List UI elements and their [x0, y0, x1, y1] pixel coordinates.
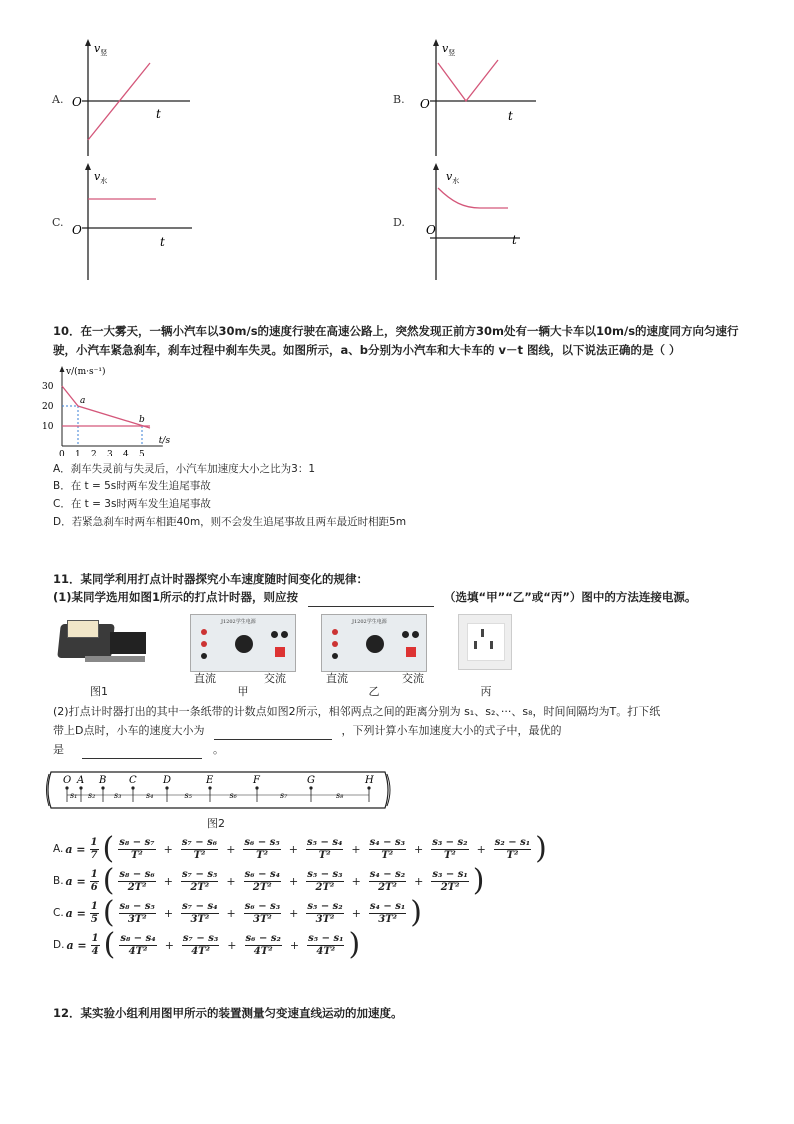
numerator: 1 [91, 932, 99, 944]
coefficient [91, 933, 100, 958]
y-axis-label: $v_水$ [446, 170, 460, 185]
plus-sign: + [351, 874, 361, 888]
denominator: 7 [90, 849, 98, 861]
option-a-label[interactable]: A. [52, 93, 64, 106]
numerator: s₅ − s₂ [307, 900, 343, 912]
x-tick-label: 0 [59, 450, 65, 456]
term-fraction [494, 837, 531, 862]
y-axis-arrow [85, 39, 91, 46]
numerator: s₅ − s₄ [307, 836, 343, 848]
formula-label: A. [53, 843, 64, 855]
left-paren: ( [102, 863, 115, 898]
denominator: 2T² [378, 881, 397, 893]
term-fraction [369, 901, 406, 926]
power-supply-yi [321, 614, 427, 672]
plus-sign: + [414, 874, 424, 888]
x-tick-label: 5 [139, 450, 145, 456]
term-fraction [182, 933, 219, 958]
device-title: J1202学生电源 [352, 619, 387, 625]
y-axis-label: $v_竖$ [442, 42, 456, 57]
power-supply-jia [190, 614, 296, 672]
x-axis-label: t [512, 233, 517, 247]
q10-option-a[interactable]: A．刹车失灵前与失灵后，小汽车加速度大小之比为3：1 [53, 463, 316, 475]
y-axis-arrow [60, 366, 65, 372]
term-fraction [118, 837, 155, 862]
tape-point-label: F [253, 775, 260, 786]
plus-sign: + [226, 842, 236, 856]
jia-caption: 甲 [237, 685, 249, 698]
plus-sign: + [226, 874, 236, 888]
q10-option-d[interactable]: D．若紧急刹车时两车相距40m，则不会发生追尾事故且两车最近时相距5m [53, 516, 407, 528]
option-c-label[interactable]: C. [52, 216, 64, 229]
q10-option-c[interactable]: C．在 t = 3s时两车发生追尾事故 [53, 498, 211, 510]
yi-caption: 乙 [368, 685, 380, 698]
x-axis-label: t/s [158, 436, 171, 446]
numerator: s₄ − s₁ [369, 900, 406, 912]
denominator: 3T² [127, 913, 147, 925]
numerator: s₂ − s₁ [494, 836, 531, 848]
segment-label: s₆ [229, 791, 237, 800]
term-fraction [118, 869, 155, 894]
plus-sign: + [413, 842, 424, 856]
denominator: T² [130, 849, 143, 861]
coefficient [90, 901, 99, 926]
formula-label: D. [53, 939, 65, 951]
formula-row [53, 927, 361, 962]
tape-point-label: G [307, 775, 315, 786]
term-fraction [181, 869, 218, 894]
coefficient [90, 837, 99, 862]
q10-line2: 驶，小汽车紧急刹车，刹车过程中刹车失灵。如图所示，a、b分别为小汽车和大卡车的 v－t 图线，以下说法正确的是（ ） [53, 343, 681, 357]
segment-label: s₂ [88, 791, 96, 800]
term-fraction [243, 837, 280, 862]
denominator: 4 [91, 945, 99, 957]
q11-answer-blank-3[interactable] [82, 746, 202, 759]
series-b-label: b [139, 415, 145, 425]
formula-label: B. [53, 875, 64, 887]
segment-label: s₅ [184, 791, 192, 800]
y-axis-label: $v_水$ [94, 170, 108, 185]
denominator: 4T² [191, 945, 210, 957]
tape-point-label: D [163, 775, 172, 786]
term-fraction [431, 869, 468, 894]
jia-ac-label: 交流 [264, 672, 286, 685]
series-a-line [62, 386, 150, 428]
numerator: s₈ − s₆ [119, 868, 155, 880]
right-paren: ) [348, 927, 361, 962]
q10-vt-chart [40, 364, 210, 456]
q11-answer-blank-1[interactable] [308, 594, 434, 607]
numerator: s₄ − s₂ [369, 868, 406, 880]
term-fraction [369, 837, 406, 862]
fig1-caption: 图1 [90, 685, 108, 698]
y-axis-arrow [433, 163, 439, 170]
numerator: s₈ − s₅ [119, 900, 155, 912]
q11-part2-line2 [53, 721, 561, 740]
denominator: T² [506, 849, 519, 861]
tape-point-label: A [77, 775, 85, 786]
tape-point-label: O [63, 775, 72, 786]
term-fraction [119, 933, 156, 958]
formula-lhs: a = [65, 874, 86, 888]
formula-option-c[interactable] [53, 895, 423, 930]
tape-point-label: C [129, 775, 137, 786]
x-tick-label: 3 [107, 450, 113, 456]
segment-label: s₇ [280, 791, 288, 800]
x-axis-label: t [156, 107, 161, 121]
option-d-label[interactable]: D. [393, 216, 405, 229]
device-title: J1202学生电源 [221, 619, 256, 625]
denominator: 6 [90, 881, 98, 893]
numerator: s₅ − s₃ [307, 868, 343, 880]
graph-a [60, 38, 200, 163]
formula-row [53, 831, 547, 866]
graph-d [408, 162, 548, 287]
q11-part2-line1: (2)打点计时器打出的其中一条纸带的计数点如图2所示，相邻两点之间的距离分别为 s₁、s₂、···、s₈，时间间隔均为T。打下纸 [53, 705, 661, 718]
plus-sign: + [227, 938, 237, 952]
term-fraction [119, 901, 156, 926]
right-paren: ) [535, 831, 547, 866]
yi-ac-label: 交流 [402, 672, 424, 685]
left-paren: ( [102, 895, 115, 930]
numerator: s₅ − s₁ [308, 932, 344, 944]
denominator: 4T² [128, 945, 148, 957]
y-axis-arrow [433, 39, 439, 46]
bing-caption: 丙 [480, 685, 492, 698]
plus-sign: + [351, 842, 361, 856]
y-axis-label: $v_竖$ [94, 42, 108, 57]
segment-label: s₈ [336, 791, 344, 800]
origin-label: O [72, 223, 82, 237]
origin-label: O [420, 97, 430, 111]
denominator: T² [193, 849, 206, 861]
x-tick-label: 2 [91, 450, 97, 456]
plus-sign: + [476, 842, 486, 856]
numerator: s₆ − s₂ [245, 932, 281, 944]
numerator: s₇ − s₃ [182, 932, 219, 944]
curve [438, 188, 508, 208]
plus-sign: + [288, 874, 299, 888]
q11-answer-blank-2[interactable] [214, 727, 332, 740]
left-paren: ( [102, 831, 115, 866]
term-fraction [244, 901, 281, 926]
y-axis-arrow [85, 163, 91, 170]
denominator: 3T² [315, 913, 335, 925]
segment-label: s₁ [70, 791, 78, 800]
formula-lhs: a = [66, 938, 87, 952]
q11-part2-line3 [53, 740, 224, 759]
formula-lhs: a = [65, 842, 86, 856]
coefficient [90, 869, 99, 894]
q10-option-b[interactable]: B．在 t = 5s时两车发生追尾事故 [53, 480, 211, 492]
fig1-timer-image [55, 618, 150, 670]
fig2-caption: 图2 [207, 817, 225, 830]
numerator: 1 [90, 900, 98, 912]
graph-c [60, 162, 200, 287]
formula-option-b[interactable] [53, 863, 485, 898]
formula-label: C. [53, 907, 64, 919]
numerator: s₇ − s₆ [181, 836, 218, 848]
term-fraction [181, 901, 218, 926]
denominator: T² [443, 849, 456, 861]
x-tick-label: 4 [123, 450, 129, 456]
denominator: T² [381, 849, 394, 861]
x-axis-label: t [508, 109, 513, 123]
denominator: 2T² [440, 881, 460, 893]
term-fraction [306, 901, 343, 926]
numerator: 1 [90, 836, 98, 848]
q12-title: 12．某实验小组利用图甲所示的装置测量匀变速直线运动的加速度。 [53, 1006, 403, 1020]
term-fraction [306, 837, 343, 862]
denominator: 4T² [253, 945, 273, 957]
left-paren: ( [103, 927, 116, 962]
tape-point-label: E [206, 775, 214, 786]
q11-part2-line2-prefix: 带上D点时，小车的速度大小为 [53, 724, 205, 737]
numerator: s₆ − s₅ [244, 836, 280, 848]
denominator: 3T² [378, 913, 397, 925]
fig2-paper-tape [45, 766, 395, 816]
denominator: 2T² [127, 881, 147, 893]
plus-sign: + [163, 842, 173, 856]
term-fraction [181, 837, 218, 862]
plus-sign: + [289, 906, 299, 920]
plus-sign: + [351, 906, 361, 920]
numerator: s₃ − s₁ [432, 868, 468, 880]
formula-option-d[interactable] [53, 927, 361, 962]
numerator: 1 [90, 868, 98, 880]
numerator: s₆ − s₄ [244, 868, 280, 880]
denominator: 2T² [315, 881, 335, 893]
y-tick-label: 10 [42, 422, 54, 432]
q11-part2-line2-suffix: ，下列计算小车加速度大小的式子中，最优的 [341, 724, 562, 737]
denominator: 5 [90, 913, 98, 925]
series-a-label: a [80, 396, 86, 406]
graph-b [408, 38, 548, 163]
option-b-label[interactable]: B. [393, 93, 405, 106]
numerator: s₄ − s₃ [369, 836, 405, 848]
formula-lhs: a = [65, 906, 86, 920]
right-paren: ) [472, 863, 485, 898]
y-axis-label: v/(m·s⁻¹) [66, 367, 106, 377]
x-tick-label: 1 [75, 450, 81, 456]
jia-dc-label: 直流 [194, 672, 216, 685]
q11-title: 11．某同学利用打点计时器探究小车速度随时间变化的规律： [53, 572, 369, 586]
numerator: s₈ − s₇ [119, 836, 155, 848]
denominator: 3T² [190, 913, 210, 925]
x-axis-label: t [160, 235, 165, 249]
q11-part1-suffix: （选填“甲”“乙”或“丙”）图中的方法连接电源。 [444, 590, 697, 604]
plus-sign: + [163, 906, 174, 920]
formula-row [53, 895, 423, 930]
segment-label: s₄ [146, 791, 154, 800]
tape-point-label: H [365, 775, 374, 786]
term-fraction [307, 933, 344, 958]
plus-sign: + [226, 906, 236, 920]
denominator: T² [256, 849, 268, 861]
tape-point-label: B [99, 775, 107, 786]
plus-sign: + [289, 938, 300, 952]
denominator: 3T² [253, 913, 272, 925]
denominator: T² [318, 849, 331, 861]
numerator: s₆ − s₃ [244, 900, 281, 912]
term-fraction [431, 837, 468, 862]
q11-part2-line3-suffix: 。 [213, 743, 224, 756]
formula-option-a[interactable] [53, 831, 547, 866]
formula-row [53, 863, 485, 898]
curve [438, 60, 498, 101]
denominator: 2T² [190, 881, 210, 893]
term-fraction [306, 869, 343, 894]
numerator: s₇ − s₄ [182, 900, 218, 912]
q11-part1-prefix: (1)某同学选用如图1所示的打点计时器，则应按 [53, 590, 299, 604]
term-fraction [369, 869, 406, 894]
origin-label: O [72, 95, 82, 109]
y-tick-label: 30 [42, 382, 54, 392]
denominator: 4T² [316, 945, 336, 957]
q10-line1: 10．在一大雾天，一辆小汽车以30m/s的速度行驶在高速公路上，突然发现正前方30m处有一辆大卡车以10m/s的速度同方向匀速行 [53, 324, 739, 338]
term-fraction [244, 869, 281, 894]
plus-sign: + [164, 938, 174, 952]
right-paren: ) [410, 895, 423, 930]
numerator: s₃ − s₂ [432, 836, 468, 848]
plus-sign: + [288, 842, 298, 856]
segment-label: s₃ [114, 791, 122, 800]
origin-label: O [426, 223, 436, 237]
term-fraction [245, 933, 282, 958]
numerator: s₇ − s₅ [182, 868, 218, 880]
q11-part1 [53, 588, 696, 607]
numerator: s₈ − s₄ [120, 932, 156, 944]
y-tick-label: 20 [42, 402, 54, 412]
denominator: 2T² [252, 881, 272, 893]
q11-part2-line3-prefix: 是 [53, 743, 64, 756]
wall-socket-bing [458, 614, 512, 670]
yi-dc-label: 直流 [326, 672, 348, 685]
plus-sign: + [163, 874, 174, 888]
